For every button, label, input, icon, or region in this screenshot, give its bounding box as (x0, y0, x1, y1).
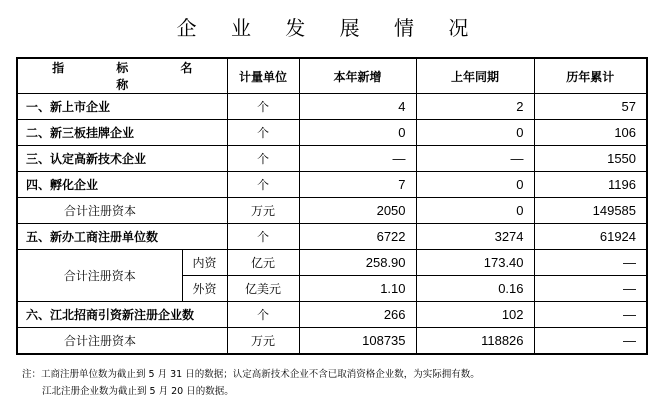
row-unit: 万元 (227, 328, 299, 354)
row-cumulative: — (534, 328, 647, 354)
row-cumulative: 1550 (534, 146, 647, 172)
table-row (17, 224, 647, 250)
page-title: 企 业 发 展 情 况 (176, 16, 483, 40)
table-row (17, 172, 647, 198)
row-label: 六、江北招商引资新注册企业数 (17, 302, 227, 328)
row-new: 266 (299, 302, 416, 328)
header-last-year: 上年同期 (416, 58, 534, 94)
row-label: 五、新办工商注册单位数 (17, 224, 227, 250)
row-unit: 亿美元 (227, 276, 299, 302)
row-last: 3274 (416, 224, 534, 250)
table-row (17, 302, 647, 328)
row-unit: 个 (227, 172, 299, 198)
row-unit: 个 (227, 224, 299, 250)
row-new: 0 (299, 120, 416, 146)
row-last: 118826 (416, 328, 534, 354)
table-row (17, 250, 647, 276)
row-last: 0 (416, 120, 534, 146)
row-label: 四、孵化企业 (17, 172, 227, 198)
row-last: 102 (416, 302, 534, 328)
footnote-2: 江北注册企业数为截止到 5 月 20 日的数据。 (42, 386, 234, 397)
table-row (17, 198, 647, 224)
row-label: 合计注册资本 (17, 250, 182, 302)
row-cumulative: 61924 (534, 224, 647, 250)
row-last: 173.40 (416, 250, 534, 276)
row-last: — (416, 146, 534, 172)
header-cumulative: 历年累计 (534, 58, 647, 94)
row-new: 4 (299, 94, 416, 120)
row-new: 7 (299, 172, 416, 198)
footnote-1: 注：工商注册单位数为截止到 5 月 31 日的数据；认定高新技术企业不含已取消资格企业数，为实际拥有数。 (22, 369, 480, 380)
row-cumulative: 1196 (534, 172, 647, 198)
row-label: 一、新上市企业 (17, 94, 227, 120)
row-label: 二、新三板挂牌企业 (17, 120, 227, 146)
table-header-row (17, 58, 647, 94)
row-new: 1.10 (299, 276, 416, 302)
table-row (17, 146, 647, 172)
row-unit: 个 (227, 302, 299, 328)
row-cumulative: 106 (534, 120, 647, 146)
header-indicator: 指 标 名 称 (17, 58, 227, 94)
row-cumulative: — (534, 302, 647, 328)
row-unit: 个 (227, 146, 299, 172)
row-new: — (299, 146, 416, 172)
row-last: 0 (416, 198, 534, 224)
row-cumulative: 149585 (534, 198, 647, 224)
row-new: 2050 (299, 198, 416, 224)
row-new: 6722 (299, 224, 416, 250)
row-last: 0 (416, 172, 534, 198)
header-new: 本年新增 (299, 58, 416, 94)
header-unit: 计量单位 (227, 58, 299, 94)
row-unit: 个 (227, 120, 299, 146)
row-label: 合计注册资本 (17, 198, 227, 224)
row-new: 108735 (299, 328, 416, 354)
row-cumulative: — (534, 250, 647, 276)
table-row (17, 94, 647, 120)
row-cumulative: 57 (534, 94, 647, 120)
row-label: 三、认定高新技术企业 (17, 146, 227, 172)
table-row (17, 120, 647, 146)
row-unit: 个 (227, 94, 299, 120)
row-label: 合计注册资本 (17, 328, 227, 354)
table-row (17, 328, 647, 354)
row-unit: 万元 (227, 198, 299, 224)
row-last: 2 (416, 94, 534, 120)
row-unit: 亿元 (227, 250, 299, 276)
row-type: 内资 (182, 250, 227, 276)
row-cumulative: — (534, 276, 647, 302)
row-type: 外资 (182, 276, 227, 302)
row-last: 0.16 (416, 276, 534, 302)
row-new: 258.90 (299, 250, 416, 276)
enterprise-development-table (16, 57, 648, 355)
